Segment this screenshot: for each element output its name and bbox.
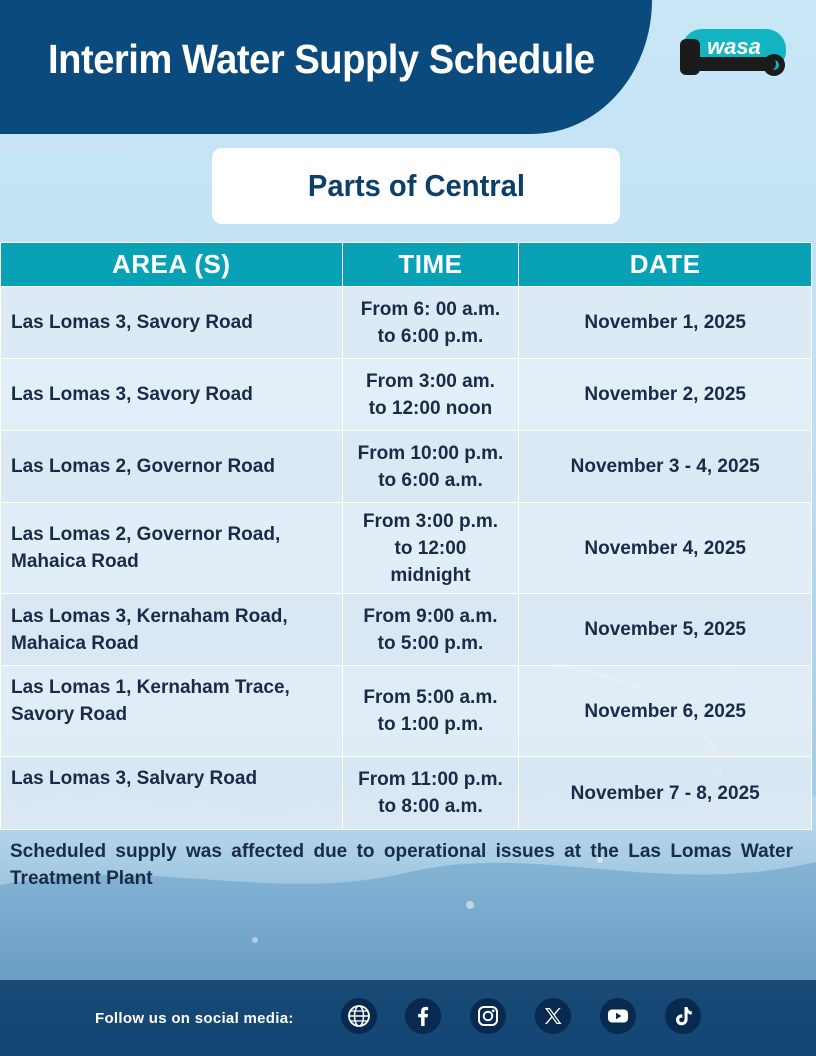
area-text: Las Lomas 3, Savory Road [11,384,253,405]
date-cell: November 2, 2025 [519,359,812,431]
area-cell [1,594,343,666]
column-header-date: DATE [519,243,812,287]
follow-label: Follow us on social media: [95,1010,294,1027]
time-cell [342,666,519,757]
instagram-icon[interactable] [470,998,506,1034]
time-line: From 9:00 a.m. [363,605,498,627]
time-line: to 12:00 noon [368,397,493,419]
table-row [1,594,812,666]
globe-icon[interactable] [341,998,377,1034]
area-cell [1,287,343,359]
time-line: to 8:00 a.m. [378,796,483,817]
time-line: From 10:00 p.m. [357,442,504,464]
area-text: Mahaica Road [11,551,139,572]
area-text: Las Lomas 3, Kernaham Road, [11,605,288,627]
facebook-icon[interactable] [405,998,441,1034]
subtitle-box [212,148,620,224]
time-line: From 6: 00 a.m. [360,298,501,320]
time-line: to 6:00 a.m. [378,469,483,491]
table-row [1,503,812,594]
time-line: From 3:00 p.m. [362,510,499,532]
date-cell: November 1, 2025 [519,287,812,359]
social-footer [0,980,816,1056]
schedule-table [0,242,812,830]
area-text: Las Lomas 1, Kernaham Trace, [11,677,290,698]
table-header-row [1,243,812,287]
date-cell: November 5, 2025 [519,594,812,666]
operational-note: Scheduled supply was affected due to operational issues at the Las Lomas Water Treatment Plant [10,841,793,889]
time-cell [342,287,519,359]
time-line: to 12:00 [394,537,467,559]
wasa-logo [676,25,790,81]
column-header-area: AREA (S) [1,243,343,287]
area-cell [1,431,343,503]
time-cell [342,431,519,503]
column-header-time: TIME [342,243,519,287]
time-line: to 1:00 p.m. [377,714,484,735]
table-row [1,666,812,757]
time-line: From 5:00 a.m. [363,687,498,708]
area-cell [1,503,343,594]
tiktok-icon[interactable] [665,998,701,1034]
area-text: Las Lomas 3, Savory Road [11,312,253,333]
table-row [1,757,812,830]
time-line: to 5:00 p.m. [377,632,484,654]
time-cell [342,359,519,431]
time-line: to 6:00 p.m. [377,325,484,347]
date-cell: November 4, 2025 [519,503,812,594]
time-line: midnight [390,564,471,586]
youtube-icon[interactable] [600,998,636,1034]
area-text: Savory Road [11,704,128,725]
page-title: Interim Water Supply Schedule [48,36,595,82]
date-cell: November 6, 2025 [519,666,812,757]
time-line: From 3:00 am. [366,370,495,392]
date-cell: November 7 - 8, 2025 [519,757,812,830]
area-text: Las Lomas 2, Governor Road, [11,524,281,545]
logo-text: wasa [707,34,761,59]
table-row [1,359,812,431]
time-cell [342,503,519,594]
region-subtitle: Parts of Central [307,168,525,203]
time-line: From 11:00 p.m. [358,769,503,790]
area-text: Las Lomas 3, Salvary Road [11,768,258,789]
time-cell [342,594,519,666]
area-text: Mahaica Road [11,632,139,654]
time-cell [342,757,519,830]
area-cell [1,359,343,431]
area-text: Las Lomas 2, Governor Road [11,456,275,477]
area-cell [1,666,343,757]
x-icon[interactable] [535,998,571,1034]
table-row [1,287,812,359]
date-cell: November 3 - 4, 2025 [519,431,812,503]
area-cell [1,757,343,830]
table-row [1,431,812,503]
